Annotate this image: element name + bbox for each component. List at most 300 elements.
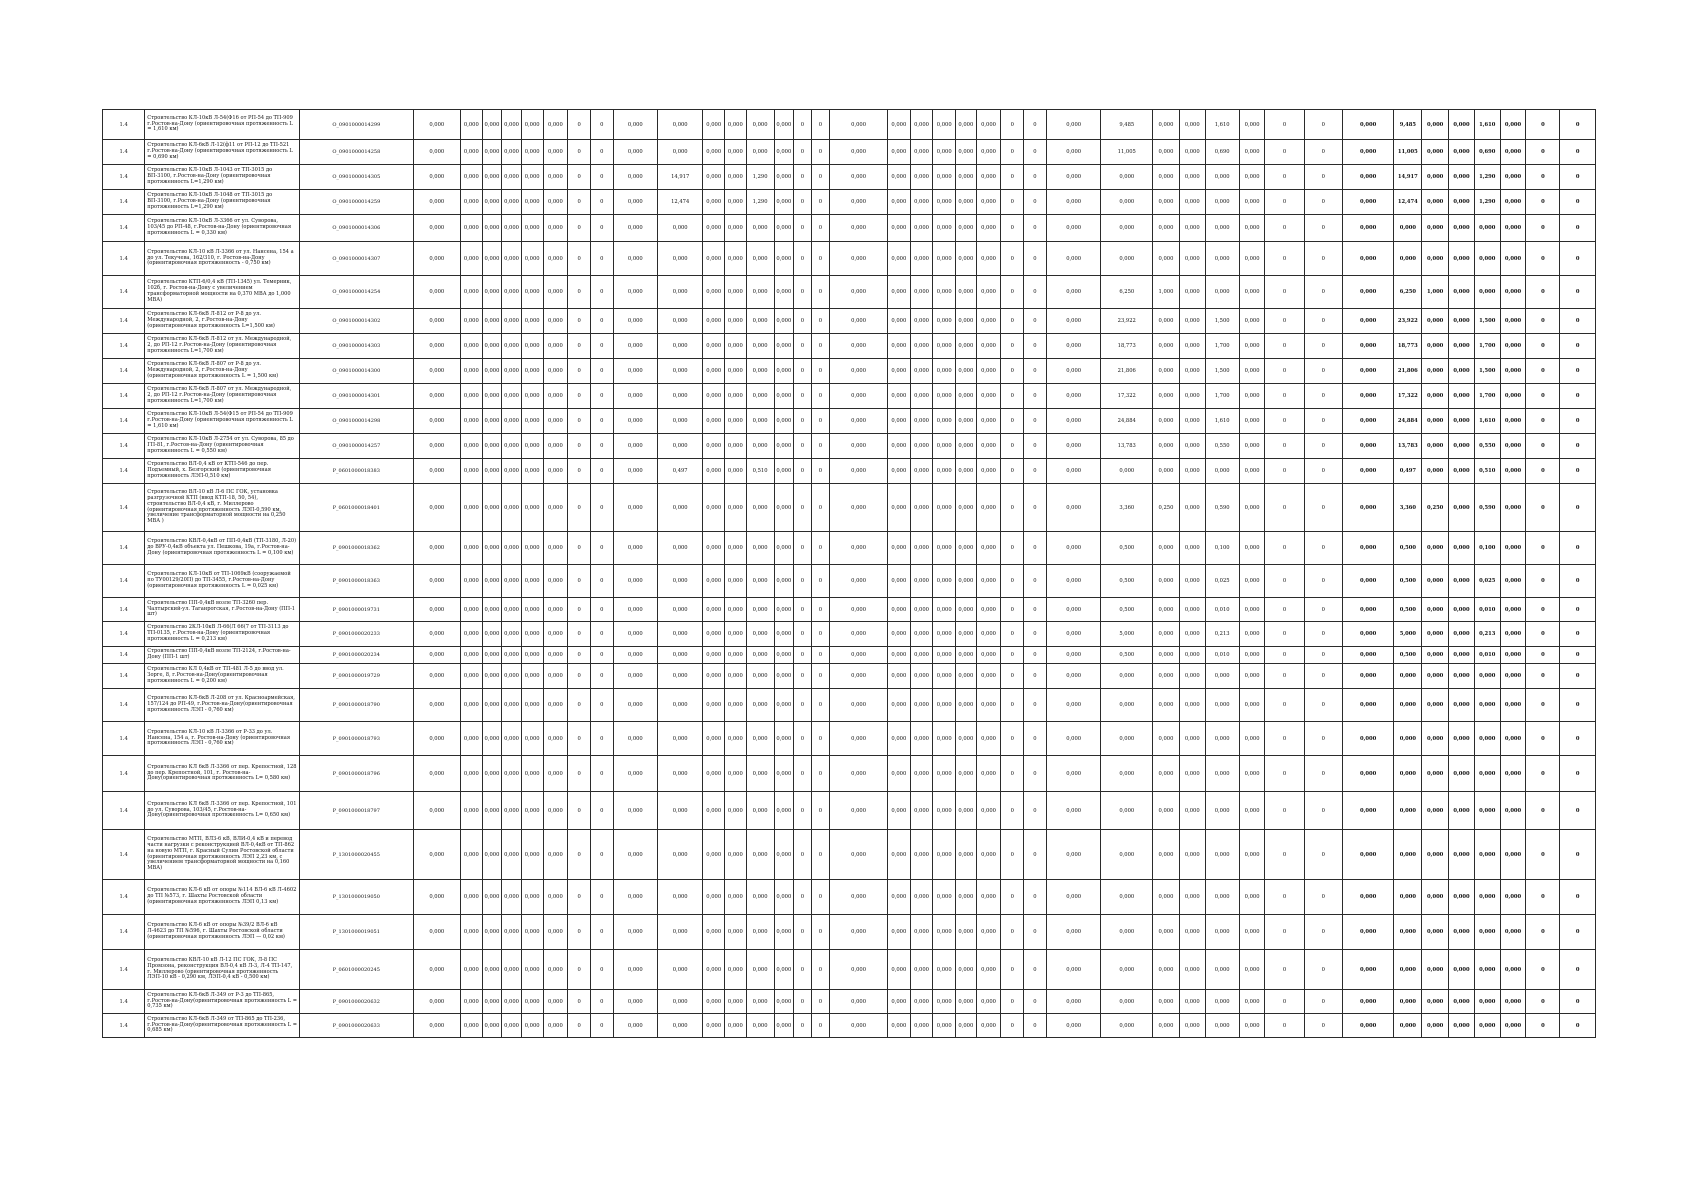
value-cell: 0,000 xyxy=(1500,880,1526,915)
value-cell: 0 xyxy=(568,459,591,484)
value-cell: 0 xyxy=(1001,242,1024,276)
value-cell: 0,000 xyxy=(521,190,543,215)
value-cell: 0 xyxy=(794,915,812,950)
value-cell: 0,000 xyxy=(502,689,522,722)
value-cell: 0 xyxy=(590,409,613,434)
value-cell: 0,000 xyxy=(413,309,460,334)
value-cell: 0,000 xyxy=(746,598,774,622)
value-cell: 0,000 xyxy=(482,689,502,722)
value-cell: 0,000 xyxy=(502,990,522,1014)
value-cell: 0 xyxy=(1304,756,1342,792)
value-cell: 0,000 xyxy=(413,190,460,215)
value-cell: 0,000 xyxy=(1449,359,1475,384)
value-cell: 0 xyxy=(811,792,830,830)
value-cell: 0,000 xyxy=(482,409,502,434)
investment-program-table xyxy=(102,109,1596,1038)
value-cell: 0,000 xyxy=(1205,459,1239,484)
value-cell: 0,000 xyxy=(910,756,933,792)
value-cell: 1,500 xyxy=(1474,359,1500,384)
value-cell: 0,000 xyxy=(703,434,725,459)
value-cell: 0,000 xyxy=(1179,190,1205,215)
table-row xyxy=(103,165,1596,190)
value-cell: 0 xyxy=(1304,664,1342,689)
value-cell: 0 xyxy=(1001,722,1024,756)
value-cell: 0,000 xyxy=(910,722,933,756)
value-cell: 0 xyxy=(1560,622,1596,647)
value-cell: 0 xyxy=(590,622,613,647)
value-cell: 0,000 xyxy=(976,532,1001,565)
value-cell: 0,000 xyxy=(725,309,747,334)
value-cell: 0,000 xyxy=(1500,950,1526,990)
value-cell: 0 xyxy=(794,990,812,1014)
value-cell: 0,000 xyxy=(543,190,568,215)
value-cell: 0,000 xyxy=(1101,792,1153,830)
value-cell: 0,000 xyxy=(1500,722,1526,756)
value-cell: 0,000 xyxy=(1179,165,1205,190)
value-cell: 0,000 xyxy=(703,409,725,434)
value-cell: 0 xyxy=(794,622,812,647)
value-cell: 0 xyxy=(1560,459,1596,484)
value-cell: 0,000 xyxy=(482,565,502,598)
project-id-cell: P_0901000020633 xyxy=(300,1014,413,1038)
value-cell: 0,000 xyxy=(774,598,794,622)
table-row xyxy=(103,915,1596,950)
value-cell: 0,000 xyxy=(1205,880,1239,915)
value-cell: 0 xyxy=(1265,276,1304,309)
project-id-cell: O_0901000014306 xyxy=(300,215,413,242)
value-cell: 0,000 xyxy=(413,565,460,598)
value-cell: 0 xyxy=(1560,359,1596,384)
value-cell: 0,000 xyxy=(976,880,1001,915)
group-number-cell: 1.4 xyxy=(103,276,145,309)
value-cell: 0,000 xyxy=(1422,242,1449,276)
project-id-cell: O_0901000014257 xyxy=(300,434,413,459)
value-cell: 0,000 xyxy=(613,722,657,756)
value-cell: 0,000 xyxy=(976,990,1001,1014)
value-cell: 0,000 xyxy=(657,409,702,434)
value-cell: 0 xyxy=(1304,434,1342,459)
value-cell: 0,000 xyxy=(502,359,522,384)
value-cell: 0 xyxy=(811,484,830,532)
value-cell: 1,500 xyxy=(1205,359,1239,384)
value-cell: 0,497 xyxy=(657,459,702,484)
value-cell: 0 xyxy=(1024,190,1047,215)
value-cell: 0,000 xyxy=(657,792,702,830)
value-cell: 0,000 xyxy=(413,384,460,409)
value-cell: 0,000 xyxy=(413,532,460,565)
value-cell: 0,000 xyxy=(1422,664,1449,689)
value-cell: 0 xyxy=(1265,598,1304,622)
value-cell: 0,000 xyxy=(774,532,794,565)
value-cell: 0,000 xyxy=(703,756,725,792)
value-cell: 0 xyxy=(1560,384,1596,409)
value-cell: 0,500 xyxy=(1394,598,1422,622)
value-cell: 0,000 xyxy=(956,484,977,532)
value-cell: 0,000 xyxy=(413,915,460,950)
value-cell: 0,000 xyxy=(1239,484,1265,532)
value-cell: 0 xyxy=(1024,915,1047,950)
value-cell: 0 xyxy=(1526,880,1560,915)
value-cell: 0 xyxy=(1265,915,1304,950)
value-cell: 0 xyxy=(1304,647,1342,664)
value-cell: 0,000 xyxy=(933,756,956,792)
value-cell: 0,000 xyxy=(613,532,657,565)
value-cell: 0,000 xyxy=(613,598,657,622)
value-cell: 0 xyxy=(568,242,591,276)
project-name-cell: Строительство КЛ-6кВ Л-349 от Р-3 до ТП-865, г.Ростов-на-Дону(ориентировочная протяженность L = 0,735 км) xyxy=(145,990,300,1014)
value-cell: 0,000 xyxy=(703,598,725,622)
value-cell: 0,000 xyxy=(976,950,1001,990)
value-cell: 0,000 xyxy=(543,915,568,950)
project-name-cell: Строительство МТП, ВЛЗ-6 кВ, ВЛИ-0,4 кВ и перевод части нагрузки с реконструкцией ВЛ-0,4кВ от ТП-862 на новую МТП, г. Красный Сулин Ростовской области (ориентировочная протяженность ЛЭП 2,23 км, с увеличением трансформаторной мощности на 0,160 МВА) xyxy=(145,830,300,880)
project-id-cell: O_0901000014307 xyxy=(300,242,413,276)
value-cell: 0,000 xyxy=(1153,647,1180,664)
value-cell: 0,000 xyxy=(482,756,502,792)
value-cell: 0,000 xyxy=(976,484,1001,532)
value-cell: 0,000 xyxy=(1422,950,1449,990)
table-row xyxy=(103,565,1596,598)
value-cell: 0,000 xyxy=(887,459,910,484)
value-cell: 0,000 xyxy=(956,165,977,190)
value-cell: 0,000 xyxy=(521,242,543,276)
value-cell: 0,000 xyxy=(1449,384,1475,409)
value-cell: 0,000 xyxy=(502,434,522,459)
value-cell: 0,000 xyxy=(1239,1014,1265,1038)
value-cell: 0 xyxy=(1526,384,1560,409)
value-cell: 0,000 xyxy=(976,110,1001,140)
value-cell: 0,000 xyxy=(725,359,747,384)
value-cell: 0,213 xyxy=(1205,622,1239,647)
project-id-cell: P_0901000020234 xyxy=(300,647,413,664)
value-cell: 0 xyxy=(1526,664,1560,689)
value-cell: 0 xyxy=(1526,565,1560,598)
value-cell: 0,000 xyxy=(910,532,933,565)
value-cell: 1,700 xyxy=(1205,334,1239,359)
value-cell: 0,000 xyxy=(613,276,657,309)
value-cell: 0,000 xyxy=(413,165,460,190)
project-name-cell: Строительство КЛ-6кВ Л-208 от ул. Красноармейская, 157/124 до РП-49, г.Ростов-на-Дону(ориентировочная протяженность ЛЭП - 0,760 км) xyxy=(145,689,300,722)
value-cell: 1,500 xyxy=(1205,309,1239,334)
value-cell: 0,000 xyxy=(657,565,702,598)
value-cell: 0,000 xyxy=(774,409,794,434)
value-cell: 0,000 xyxy=(933,409,956,434)
value-cell: 0,000 xyxy=(703,484,725,532)
value-cell: 0 xyxy=(590,309,613,334)
value-cell: 0,000 xyxy=(657,689,702,722)
value-cell: 6,250 xyxy=(1101,276,1153,309)
table-row xyxy=(103,384,1596,409)
group-number-cell: 1.4 xyxy=(103,830,145,880)
value-cell: 0,000 xyxy=(933,334,956,359)
value-cell: 0,000 xyxy=(933,598,956,622)
value-cell: 0,000 xyxy=(703,359,725,384)
value-cell: 0 xyxy=(590,165,613,190)
value-cell: 0,000 xyxy=(613,565,657,598)
value-cell: 0,000 xyxy=(910,165,933,190)
value-cell: 0,000 xyxy=(1449,190,1475,215)
project-id-cell: P_0601000020245 xyxy=(300,950,413,990)
value-cell: 0,000 xyxy=(1046,242,1101,276)
value-cell: 0,000 xyxy=(774,990,794,1014)
value-cell: 0,000 xyxy=(725,384,747,409)
value-cell: 0,000 xyxy=(703,165,725,190)
value-cell: 0,000 xyxy=(1474,990,1500,1014)
value-cell: 0 xyxy=(811,532,830,565)
value-cell: 0,000 xyxy=(774,689,794,722)
value-cell: 0 xyxy=(1001,359,1024,384)
value-cell: 0,000 xyxy=(725,950,747,990)
value-cell: 0,000 xyxy=(521,792,543,830)
value-cell: 0,000 xyxy=(482,215,502,242)
value-cell: 0,000 xyxy=(1239,830,1265,880)
value-cell: 0,000 xyxy=(657,309,702,334)
value-cell: 0,000 xyxy=(933,565,956,598)
value-cell: 0,000 xyxy=(746,915,774,950)
value-cell: 0,000 xyxy=(502,384,522,409)
value-cell: 0,000 xyxy=(521,565,543,598)
value-cell: 0,000 xyxy=(725,689,747,722)
value-cell: 0,000 xyxy=(887,950,910,990)
value-cell: 0,000 xyxy=(1449,622,1475,647)
value-cell: 0,000 xyxy=(521,359,543,384)
value-cell: 0 xyxy=(1560,1014,1596,1038)
value-cell: 0 xyxy=(811,165,830,190)
value-cell: 0,000 xyxy=(1101,215,1153,242)
value-cell: 0,000 xyxy=(1239,622,1265,647)
value-cell: 0 xyxy=(811,242,830,276)
value-cell: 0,000 xyxy=(1500,384,1526,409)
value-cell: 0,000 xyxy=(461,532,483,565)
value-cell: 0,000 xyxy=(887,334,910,359)
value-cell: 0,000 xyxy=(976,276,1001,309)
value-cell: 0,000 xyxy=(703,950,725,990)
project-id-cell: P_0901000018362 xyxy=(300,532,413,565)
value-cell: 0,000 xyxy=(543,242,568,276)
value-cell: 0 xyxy=(1001,664,1024,689)
value-cell: 5,000 xyxy=(1394,622,1422,647)
value-cell: 0,000 xyxy=(933,459,956,484)
value-cell: 0,000 xyxy=(1153,215,1180,242)
value-cell: 0,000 xyxy=(976,647,1001,664)
value-cell: 0,000 xyxy=(1422,647,1449,664)
value-cell: 0,000 xyxy=(613,950,657,990)
value-cell: 0,000 xyxy=(1449,990,1475,1014)
value-cell: 0,550 xyxy=(1205,434,1239,459)
value-cell: 0 xyxy=(1304,689,1342,722)
value-cell: 0,000 xyxy=(657,532,702,565)
value-cell: 0 xyxy=(794,664,812,689)
table-row xyxy=(103,242,1596,276)
value-cell: 0,000 xyxy=(746,756,774,792)
value-cell: 21,806 xyxy=(1101,359,1153,384)
table-row xyxy=(103,792,1596,830)
value-cell: 0 xyxy=(1560,140,1596,165)
project-name-cell: Строительство КЛ-10кВ Л-54(Ф15 от РП-54 до ТП-909 г.Ростов-на-Дону (ориентировочная протяженность L = 1,610 км) xyxy=(145,409,300,434)
value-cell: 0 xyxy=(1304,532,1342,565)
value-cell: 0,000 xyxy=(1179,532,1205,565)
value-cell: 0,000 xyxy=(413,1014,460,1038)
value-cell: 0,000 xyxy=(521,409,543,434)
value-cell: 0,000 xyxy=(976,830,1001,880)
value-cell: 1,700 xyxy=(1474,334,1500,359)
value-cell: 0 xyxy=(794,459,812,484)
value-cell: 0,000 xyxy=(933,309,956,334)
value-cell: 0,000 xyxy=(1046,598,1101,622)
value-cell: 0,000 xyxy=(413,215,460,242)
value-cell: 0,000 xyxy=(1239,915,1265,950)
value-cell: 0,000 xyxy=(613,664,657,689)
value-cell: 0,000 xyxy=(830,598,888,622)
value-cell: 0,000 xyxy=(613,409,657,434)
table-row xyxy=(103,484,1596,532)
value-cell: 0,000 xyxy=(956,792,977,830)
value-cell: 0 xyxy=(1304,334,1342,359)
value-cell: 0,000 xyxy=(774,915,794,950)
value-cell: 0,000 xyxy=(413,409,460,434)
value-cell: 0,000 xyxy=(521,689,543,722)
value-cell: 0,000 xyxy=(725,915,747,950)
value-cell: 0,000 xyxy=(1449,532,1475,565)
value-cell: 0,000 xyxy=(774,334,794,359)
value-cell: 0 xyxy=(794,484,812,532)
table-row xyxy=(103,309,1596,334)
value-cell: 0,000 xyxy=(502,409,522,434)
value-cell: 0 xyxy=(1265,110,1304,140)
value-cell: 0,000 xyxy=(1394,215,1422,242)
value-cell: 0,000 xyxy=(910,689,933,722)
value-cell: 0,000 xyxy=(502,140,522,165)
project-id-cell: O_0901000014300 xyxy=(300,359,413,384)
value-cell: 0,000 xyxy=(657,830,702,880)
value-cell: 0,000 xyxy=(461,722,483,756)
value-cell: 0 xyxy=(811,647,830,664)
value-cell: 0,000 xyxy=(830,215,888,242)
value-cell: 0 xyxy=(590,484,613,532)
value-cell: 0,000 xyxy=(1239,215,1265,242)
table-row xyxy=(103,459,1596,484)
value-cell: 0 xyxy=(1001,756,1024,792)
value-cell: 0 xyxy=(1265,140,1304,165)
group-number-cell: 1.4 xyxy=(103,664,145,689)
value-cell: 0 xyxy=(1024,384,1047,409)
value-cell: 0,000 xyxy=(482,664,502,689)
value-cell: 1,290 xyxy=(746,190,774,215)
value-cell: 0,000 xyxy=(1474,792,1500,830)
value-cell: 0 xyxy=(1001,459,1024,484)
value-cell: 3,360 xyxy=(1394,484,1422,532)
value-cell: 0,000 xyxy=(1342,242,1394,276)
value-cell: 0,000 xyxy=(830,880,888,915)
value-cell: 0,000 xyxy=(1101,830,1153,880)
value-cell: 0,000 xyxy=(933,689,956,722)
value-cell: 0,000 xyxy=(1500,276,1526,309)
value-cell: 0,000 xyxy=(933,830,956,880)
project-name-cell: Строительство КЛ-10кВ Л-3366 от ул. Суворова, 103/45 до РП-48, г.Ростов-на-Дону (ориентировочная протяженность L = 0,330 км) xyxy=(145,215,300,242)
value-cell: 0,000 xyxy=(746,309,774,334)
value-cell: 0,000 xyxy=(774,647,794,664)
value-cell: 0,000 xyxy=(543,532,568,565)
value-cell: 0,000 xyxy=(830,647,888,664)
value-cell: 0,000 xyxy=(502,484,522,532)
value-cell: 0,000 xyxy=(910,359,933,384)
value-cell: 0,000 xyxy=(1422,459,1449,484)
value-cell: 0,000 xyxy=(1500,484,1526,532)
value-cell: 0 xyxy=(1265,434,1304,459)
value-cell: 0,000 xyxy=(413,756,460,792)
value-cell: 0,000 xyxy=(413,880,460,915)
value-cell: 0,000 xyxy=(461,434,483,459)
value-cell: 0 xyxy=(1304,792,1342,830)
value-cell: 0 xyxy=(811,459,830,484)
value-cell: 0,000 xyxy=(1046,276,1101,309)
value-cell: 0,000 xyxy=(1239,722,1265,756)
value-cell: 0,000 xyxy=(725,722,747,756)
value-cell: 0,000 xyxy=(1179,792,1205,830)
value-cell: 0,000 xyxy=(1239,689,1265,722)
value-cell: 0,000 xyxy=(521,165,543,190)
value-cell: 0,000 xyxy=(461,689,483,722)
value-cell: 0,000 xyxy=(746,722,774,756)
group-number-cell: 1.4 xyxy=(103,409,145,434)
value-cell: 0,000 xyxy=(910,990,933,1014)
value-cell: 0 xyxy=(568,756,591,792)
value-cell: 0 xyxy=(1560,756,1596,792)
value-cell: 0,000 xyxy=(774,384,794,409)
value-cell: 0,000 xyxy=(1239,334,1265,359)
value-cell: 0,000 xyxy=(830,484,888,532)
value-cell: 0,000 xyxy=(830,950,888,990)
value-cell: 0,000 xyxy=(521,110,543,140)
value-cell: 0,000 xyxy=(1500,647,1526,664)
value-cell: 0,000 xyxy=(1153,830,1180,880)
value-cell: 0 xyxy=(1024,830,1047,880)
value-cell: 0 xyxy=(1265,190,1304,215)
value-cell: 0,025 xyxy=(1474,565,1500,598)
value-cell: 0,000 xyxy=(774,276,794,309)
value-cell: 0 xyxy=(1001,434,1024,459)
value-cell: 0 xyxy=(1526,165,1560,190)
value-cell: 0 xyxy=(568,622,591,647)
value-cell: 0,000 xyxy=(657,140,702,165)
value-cell: 0,000 xyxy=(543,434,568,459)
value-cell: 0,000 xyxy=(482,359,502,384)
value-cell: 0,000 xyxy=(1205,722,1239,756)
value-cell: 0,000 xyxy=(1394,689,1422,722)
value-cell: 0,000 xyxy=(543,990,568,1014)
value-cell: 0 xyxy=(568,915,591,950)
value-cell: 0,000 xyxy=(521,598,543,622)
value-cell: 0 xyxy=(1024,647,1047,664)
value-cell: 1,610 xyxy=(1474,409,1500,434)
project-id-cell: O_0901000014303 xyxy=(300,334,413,359)
value-cell: 0,000 xyxy=(461,165,483,190)
value-cell: 0,000 xyxy=(1153,165,1180,190)
value-cell: 0 xyxy=(1001,622,1024,647)
value-cell: 0,000 xyxy=(703,140,725,165)
group-number-cell: 1.4 xyxy=(103,915,145,950)
value-cell: 0,000 xyxy=(976,215,1001,242)
value-cell: 0,000 xyxy=(1394,756,1422,792)
value-cell: 0,000 xyxy=(1179,689,1205,722)
value-cell: 0,000 xyxy=(910,409,933,434)
value-cell: 0,000 xyxy=(725,190,747,215)
value-cell: 0 xyxy=(568,664,591,689)
value-cell: 0,000 xyxy=(933,242,956,276)
value-cell: 0,000 xyxy=(502,309,522,334)
project-id-cell: O_0901000014302 xyxy=(300,309,413,334)
value-cell: 0 xyxy=(1526,647,1560,664)
value-cell: 0,000 xyxy=(976,434,1001,459)
